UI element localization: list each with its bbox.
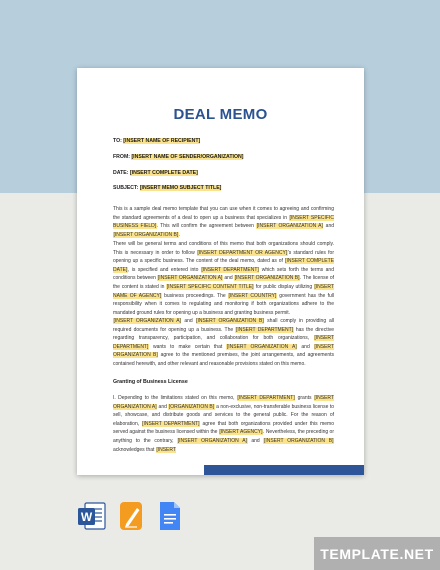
placeholder-highlight: [INSERT ORGANIZATION B] — [234, 275, 300, 282]
body-text: . This will confirm the agreement between — [156, 223, 257, 230]
date-field — [113, 170, 198, 176]
placeholder-highlight: [INSERT DEPARTMENT] — [201, 266, 259, 273]
to-label: TO: — [113, 138, 122, 144]
body-text: agree that both organizations provided under this memo served against the business licensed within the — [113, 420, 334, 436]
paragraph-compliance — [113, 317, 334, 369]
placeholder-highlight: [INSERT SPECIFIC BUSINESS FIELD] — [113, 214, 334, 230]
word-icon[interactable] — [77, 500, 107, 537]
date-label: DATE: — [113, 170, 129, 176]
placeholder-highlight: [INSERT COMPLETE DATE] — [113, 258, 334, 273]
placeholder-highlight: [INSERT DEPARTMENT] — [235, 326, 294, 333]
body-text: shall comply in providing all required documents for opening up a business. The — [113, 318, 334, 333]
body-text: for public display utilizing — [254, 283, 314, 290]
body-text: 's standard rules for opening up a specific business. The content of the deal memo, dated as of — [113, 249, 334, 265]
body-text: I. Depending to the limitations stated on this memo, — [113, 395, 237, 401]
body-text: . Nevertheless, the preceding or anything to the contrary, — [113, 429, 334, 444]
placeholder-highlight: [INSERT ORGANIZATION B] — [113, 343, 334, 359]
paragraph-terms — [113, 240, 334, 317]
word-icon-letter: W — [80, 510, 93, 524]
body-text: There will be general terms and conditions of this memo that both organizations should comply. This is necessary in order to follow — [113, 241, 334, 256]
placeholder-highlight: [INSERT ORGANIZATION A] — [177, 437, 248, 444]
paragraph-license — [113, 394, 334, 454]
placeholder-highlight: [INSERT ORGANIZATION A] — [157, 275, 223, 282]
body-text: government has the full responsibility when it comes to regulating and monitoring if both organizations adhere to the mandated ground rules for opening up a business and granting business permit. — [113, 292, 334, 316]
subject-field — [113, 185, 221, 191]
placeholder-highlight: [INSERT DEPARTMENT OR AGENCY] — [197, 249, 288, 256]
body-text: and — [247, 437, 264, 444]
placeholder-highlight: [INSERT SPECIFIC CONTENT TITLE] — [166, 283, 254, 290]
placeholder-highlight: [INSERT ORGANIZATION B] — [196, 318, 264, 324]
placeholder-highlight: [INSERT ORGANIZATION B] — [263, 437, 334, 444]
body-text: business proceedings. The — [161, 292, 228, 299]
placeholder-highlight: [INSERT ORGANIZATION B] — [113, 231, 179, 238]
body-text: agree to the mentioned premises, the joint arrangements, and agreements contained herewith, and other relevant and reasonable provisions stated on this memo. — [113, 352, 334, 367]
body-text: acknowledges that — [113, 446, 156, 453]
placeholder-highlight: [INSERT AGENCY] — [219, 429, 263, 436]
placeholder-highlight: [INSERT ORGANIZATION A] — [226, 343, 297, 350]
google-docs-icon[interactable] — [157, 500, 183, 537]
body-text: a non-exclusive, non-transferable business license to sell, showcase, and distribute goods and services to the general public. For the reason of elaboration, — [113, 403, 334, 427]
placeholder-highlight: [INSERT DEPARTMENT] — [237, 395, 295, 401]
from-value: [INSERT NAME OF SENDER/ORGANIZATION] — [131, 154, 244, 160]
paragraph-intro — [113, 205, 334, 239]
placeholder-highlight: [INSERT ORGANIZATION A] — [113, 318, 181, 324]
to-field — [113, 138, 200, 144]
from-label: FROM: — [113, 154, 130, 160]
section-heading: Granting of Business License — [113, 379, 188, 385]
body-text: , is specified and entered into — [127, 266, 201, 273]
document-page — [77, 68, 364, 475]
body-text: and — [323, 223, 335, 230]
body-text: wants to make certain that — [148, 343, 227, 350]
placeholder-highlight: [INSERT NAME OF AGENCY] — [113, 283, 335, 299]
body-text: has the directive regarding transparency, participation, and collaboration for both organizations, — [113, 326, 334, 342]
to-value: [INSERT NAME OF RECIPIENT] — [123, 138, 201, 144]
body-text: and — [297, 343, 314, 350]
placeholder-highlight: [INSERT — [156, 446, 176, 453]
body-text: . The license of the content is stated in — [113, 275, 335, 290]
placeholder-highlight: [INSERT DEPARTMENT] — [113, 335, 334, 350]
footer-bar — [204, 465, 364, 475]
placeholder-highlight: [INSERT DEPARTMENT] — [142, 420, 200, 427]
placeholder-highlight: [INSERT ORGANIZATION A] — [113, 395, 335, 410]
subject-value: [INSERT MEMO SUBJECT TITLE] — [139, 185, 222, 191]
body-text: and — [181, 318, 196, 324]
body-text: grants — [295, 395, 314, 401]
date-value: [INSERT COMPLETE DATE] — [129, 170, 198, 176]
body-text: and — [222, 275, 235, 282]
body-text: and — [157, 403, 169, 410]
brand-watermark: TEMPLATE.NET — [314, 537, 440, 570]
body-text: which sets forth the terms and conditions between — [113, 266, 334, 282]
pages-icon[interactable] — [117, 500, 147, 537]
placeholder-highlight: [INSERT COUNTRY] — [228, 292, 277, 299]
subject-label: SUBJECT: — [113, 185, 139, 191]
body-text: . — [178, 231, 181, 238]
placeholder-highlight: [INSERT ORGANIZATION A] — [256, 223, 323, 230]
from-field — [113, 154, 243, 160]
document-title: DEAL MEMO — [173, 106, 268, 123]
placeholder-highlight: [ORGANIZATION B] — [168, 403, 215, 410]
body-text: This is a sample deal memo template that you can use when it comes to agreeing and confirming the standard agreements of a deal to open up a business that specializes in — [113, 206, 334, 221]
